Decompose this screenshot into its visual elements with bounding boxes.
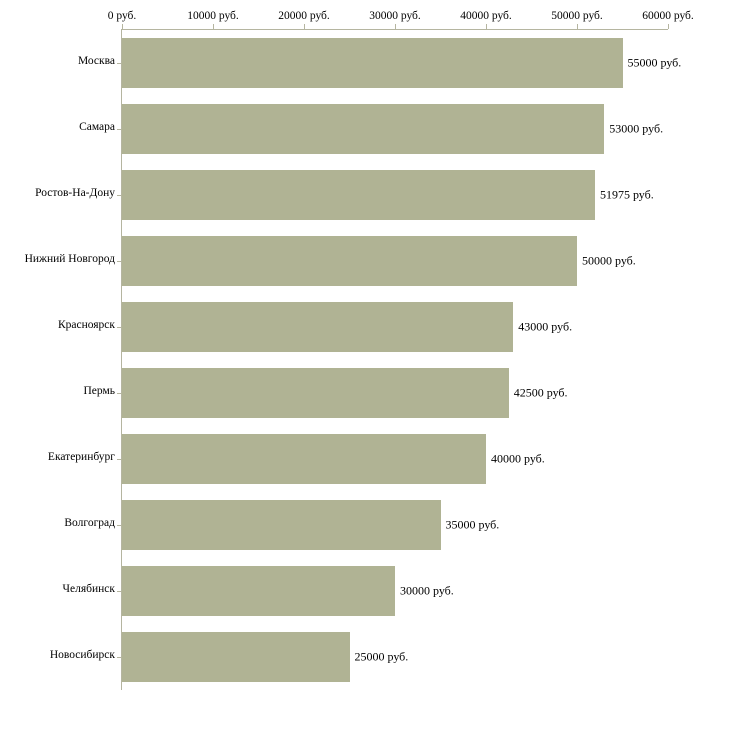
bar [122,368,509,418]
bar [122,104,604,154]
y-tick-label: Красноярск [57,319,115,331]
bar-value-label: 42500 руб. [513,385,568,400]
x-tick-mark [304,24,305,29]
bar [122,302,513,352]
y-tick-label: Самара [79,121,115,133]
x-tick-mark [577,24,578,29]
x-tick-label: 60000 руб. [642,10,694,22]
x-tick-mark [486,24,487,29]
bar-row [122,632,668,682]
bar-value-label: 43000 руб. [518,319,573,334]
bar-row [122,38,682,88]
y-tick-label: Новосибирск [49,649,115,661]
bar-value-label: 51975 руб. [599,187,654,202]
x-tick-label: 0 руб. [107,10,137,22]
bar-value-label: 40000 руб. [491,451,545,466]
bar-row [122,302,668,352]
bar-row [122,566,668,616]
bar [122,632,350,682]
bar-row [122,236,668,286]
y-tick-label: Челябинск [62,583,115,595]
y-axis-category-labels [0,30,115,690]
bar [122,566,395,616]
bar-value-label: 50000 руб. [582,253,636,268]
x-tick-mark [213,24,214,29]
bar-row [122,368,668,418]
bar-value-label: 53000 руб. [609,121,664,136]
bar [122,236,577,286]
bar-row [122,170,668,220]
y-tick-label: Москва [77,55,115,67]
bar-value-label: 55000 руб. [627,55,682,70]
x-tick-mark [122,24,123,29]
x-tick-label: 50000 руб. [551,10,603,22]
bar-value-label: 35000 руб. [445,517,500,532]
bar-value-label: 25000 руб. [354,649,409,664]
y-tick-label: Нижний Новгород [24,253,115,265]
x-tick-label: 20000 руб. [278,10,330,22]
bar-value-label: 30000 руб. [400,583,454,598]
x-tick-mark [395,24,396,29]
bar [122,38,623,88]
y-tick-label: Волгоград [64,517,115,529]
x-tick-label: 40000 руб. [460,10,512,22]
bar [122,170,595,220]
x-tick-label: 10000 руб. [187,10,239,22]
x-tick-mark [668,24,669,29]
plot-area [122,30,682,690]
y-tick-label: Екатеринбург [47,451,115,463]
bar-row [122,434,668,484]
bar-row [122,500,668,550]
y-tick-label: Пермь [83,385,115,397]
bar-row [122,104,668,154]
x-tick-label: 30000 руб. [369,10,421,22]
y-tick-label: Ростов-На-Дону [35,187,115,199]
bar [122,500,441,550]
bar [122,434,486,484]
